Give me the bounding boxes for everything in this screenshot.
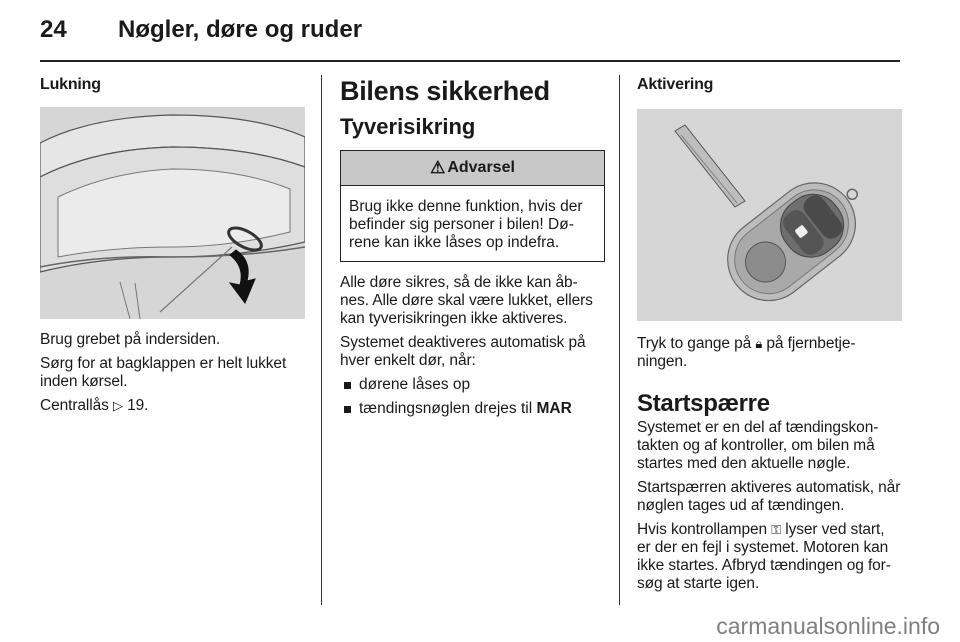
header-divider <box>40 60 900 62</box>
list-item-bold: MAR <box>536 400 572 417</box>
tailgate-illustration <box>40 107 305 319</box>
bullet-icon <box>344 406 351 413</box>
lock-icon: 🔒︎ <box>755 336 763 351</box>
immobilizer-lamp-icon: ⚿ <box>771 522 782 537</box>
page-number: 24 <box>40 16 67 43</box>
list-item-text: tændingsnøglen drejes til <box>359 400 537 417</box>
warning-header <box>341 151 604 186</box>
warning-box <box>340 150 605 262</box>
list-item <box>340 376 605 394</box>
lamp-text-before: Hvis kontrollampen <box>637 521 772 538</box>
page-title: Nøgler, døre og ruder <box>118 16 363 43</box>
list-item <box>340 400 605 418</box>
column-closing <box>40 76 305 421</box>
immobilizer-paragraph-3 <box>637 521 902 593</box>
activation-text-before: Tryk to gange på <box>637 335 756 352</box>
activation-text-after: på fjernbetje-ningen. <box>637 335 856 370</box>
list-item-text: dørene låses op <box>359 376 471 393</box>
immobilizer-paragraph-1: Systemet er en del af tændingskon-takten og af kontroller, om bilen må startes med den aktuelle nøgle. <box>637 419 879 472</box>
activation-paragraph <box>637 335 902 371</box>
xref-page: 19. <box>127 397 149 414</box>
key-fob-illustration <box>637 109 902 321</box>
closing-heading: Lukning <box>40 76 101 93</box>
warning-heading: Advarsel <box>447 159 515 176</box>
bullet-icon <box>344 382 351 389</box>
column-divider-1 <box>321 75 322 605</box>
activation-heading: Aktivering <box>637 76 714 93</box>
watermark: carmanualsonline.info <box>716 613 940 639</box>
central-locking-xref[interactable] <box>40 397 305 415</box>
warning-text: Brug ikke denne funktion, hvis der befinder sig personer i bilen! Dø-rene kan ikke låses op indefra. <box>349 198 583 251</box>
closing-paragraph-2: Sørg for at bagklappen er helt lukket inden kørsel. <box>40 355 287 390</box>
column-security <box>340 76 605 424</box>
security-paragraph-2: Systemet deaktiveres automatisk på hver enkelt dør, når: <box>340 334 586 369</box>
arrow-right-icon: ▷ <box>113 398 123 413</box>
section-subtitle: Tyverisikring <box>340 114 476 139</box>
section-title: Bilens sikkerhed <box>340 76 550 106</box>
xref-label: Centrallås <box>40 397 109 414</box>
security-paragraph-1: Alle døre sikres, så de ikke kan åb-nes. Alle døre skal være lukket, ellers kan tyverisikringen ikke aktiveres. <box>340 274 593 327</box>
column-divider-2 <box>619 75 620 605</box>
closing-paragraph-1: Brug grebet på indersiden. <box>40 331 221 348</box>
column-activation <box>637 76 902 599</box>
warning-triangle-icon: ⚠ <box>430 158 446 177</box>
immobilizer-paragraph-2: Startspærren aktiveres automatisk, når nøglen tages ud af tændingen. <box>637 479 901 514</box>
lamp-text-after: lyser ved start, er der en fejl i systemet. Motoren kan ikke startes. Afbryd tændingen og for-søg at starte igen. <box>637 521 891 592</box>
immobilizer-title: Startspærre <box>637 390 770 417</box>
